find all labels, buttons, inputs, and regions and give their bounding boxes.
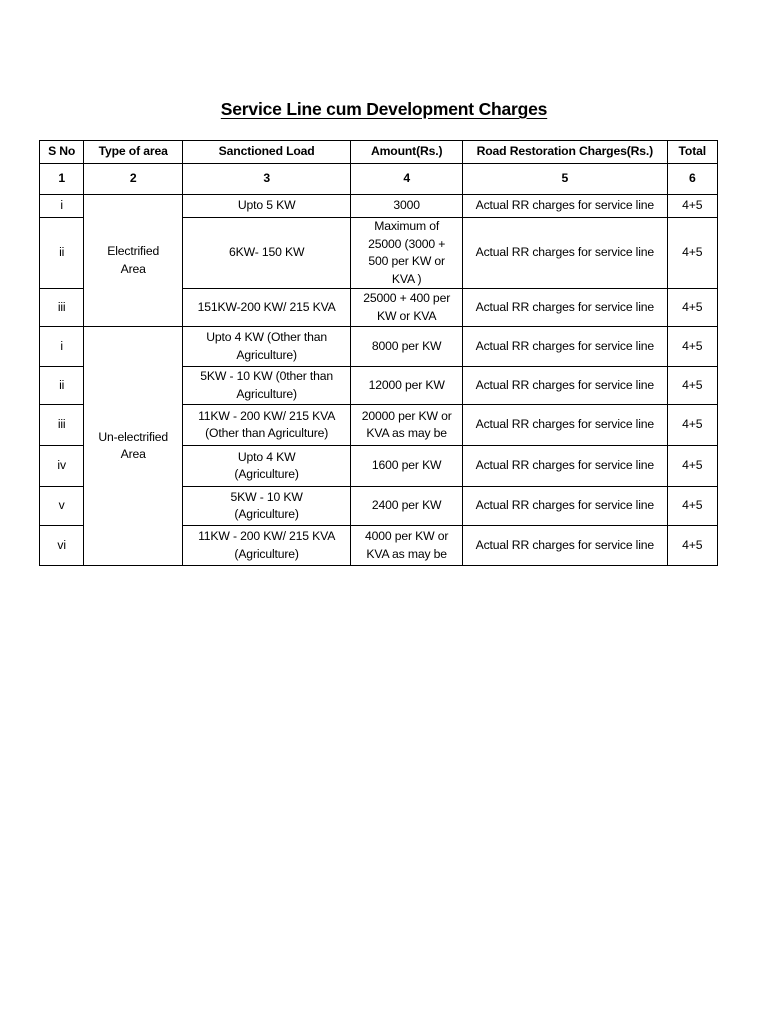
total-cell: 4+5 <box>667 367 717 405</box>
charges-table <box>39 140 718 566</box>
page-title: Service Line cum Development Charges <box>220 99 548 119</box>
area-electrified-label: Electrified Area <box>107 244 160 276</box>
amount-cell: 1600 per KW <box>351 446 463 487</box>
amount-cell <box>351 526 463 566</box>
total-cell: 4+5 <box>667 218 717 289</box>
header-total: Total <box>667 141 717 164</box>
column-number: 6 <box>667 164 717 195</box>
area-unelectrified-cell <box>84 327 183 566</box>
sno-cell: iii <box>40 289 84 327</box>
total-cell: 4+5 <box>667 289 717 327</box>
column-number: 1 <box>40 164 84 195</box>
rr-cell: Actual RR charges for service line <box>463 327 668 367</box>
sno-cell: i <box>40 327 84 367</box>
column-number: 2 <box>84 164 183 195</box>
amount-cell: 8000 per KW <box>351 327 463 367</box>
load-text: 5KW - 10 KW (Agriculture) <box>230 489 303 521</box>
sno-cell: vi <box>40 526 84 566</box>
header-row <box>40 141 718 164</box>
sno-cell: i <box>40 195 84 218</box>
load-cell <box>183 367 351 405</box>
load-cell: 6KW- 150 KW <box>183 218 351 289</box>
column-number-row <box>40 164 718 195</box>
header-type-of-area: Type of area <box>84 141 183 164</box>
amount-text: 25000 + 400 per KW or KVA <box>363 291 451 323</box>
column-number: 3 <box>183 164 351 195</box>
amount-cell <box>351 218 463 289</box>
amount-text: 20000 per KW or KVA as may be <box>361 408 452 440</box>
total-cell: 4+5 <box>667 405 717 446</box>
load-text: 11KW - 200 KW/ 215 KVA (Other than Agriculture) <box>198 408 336 440</box>
area-electrified-cell <box>84 195 183 327</box>
rr-cell: Actual RR charges for service line <box>463 218 668 289</box>
rr-cell: Actual RR charges for service line <box>463 526 668 566</box>
load-cell <box>183 446 351 487</box>
amount-cell <box>351 405 463 446</box>
rr-cell: Actual RR charges for service line <box>463 405 668 446</box>
sno-cell: iii <box>40 405 84 446</box>
rr-cell: Actual RR charges for service line <box>463 367 668 405</box>
sno-cell: ii <box>40 218 84 289</box>
sno-cell: iv <box>40 446 84 487</box>
load-text: 11KW - 200 KW/ 215 KVA (Agriculture) <box>198 529 336 561</box>
table-row <box>40 327 718 367</box>
total-cell: 4+5 <box>667 327 717 367</box>
total-cell: 4+5 <box>667 446 717 487</box>
amount-text: 4000 per KW or KVA as may be <box>365 529 449 561</box>
load-text: Upto 4 KW (Agriculture) <box>234 449 299 481</box>
load-cell <box>183 327 351 367</box>
header-sno: S No <box>40 141 84 164</box>
table-row <box>40 195 718 218</box>
amount-text: Maximum of 25000 (3000 + 500 per KW or KVA ) <box>368 219 446 286</box>
total-cell: 4+5 <box>667 487 717 526</box>
rr-cell: Actual RR charges for service line <box>463 289 668 327</box>
total-cell: 4+5 <box>667 526 717 566</box>
rr-cell: Actual RR charges for service line <box>463 195 668 218</box>
load-cell: Upto 5 KW <box>183 195 351 218</box>
header-sanctioned-load: Sanctioned Load <box>183 141 351 164</box>
load-text: Upto 4 KW (Other than Agriculture) <box>206 330 328 362</box>
amount-cell <box>351 289 463 327</box>
area-unelectrified-label: Un-electrified Area <box>98 429 169 461</box>
load-text: 5KW - 10 KW (0ther than Agriculture) <box>200 369 333 401</box>
column-number: 5 <box>463 164 668 195</box>
total-cell: 4+5 <box>667 195 717 218</box>
sno-cell: ii <box>40 367 84 405</box>
load-cell <box>183 405 351 446</box>
column-number: 4 <box>351 164 463 195</box>
load-cell <box>183 487 351 526</box>
amount-cell: 12000 per KW <box>351 367 463 405</box>
amount-cell: 2400 per KW <box>351 487 463 526</box>
load-cell: 151KW-200 KW/ 215 KVA <box>183 289 351 327</box>
header-amount: Amount(Rs.) <box>351 141 463 164</box>
sno-cell: v <box>40 487 84 526</box>
header-road-restoration: Road Restoration Charges(Rs.) <box>463 141 668 164</box>
load-cell <box>183 526 351 566</box>
amount-cell: 3000 <box>351 195 463 218</box>
rr-cell: Actual RR charges for service line <box>463 446 668 487</box>
rr-cell: Actual RR charges for service line <box>463 487 668 526</box>
